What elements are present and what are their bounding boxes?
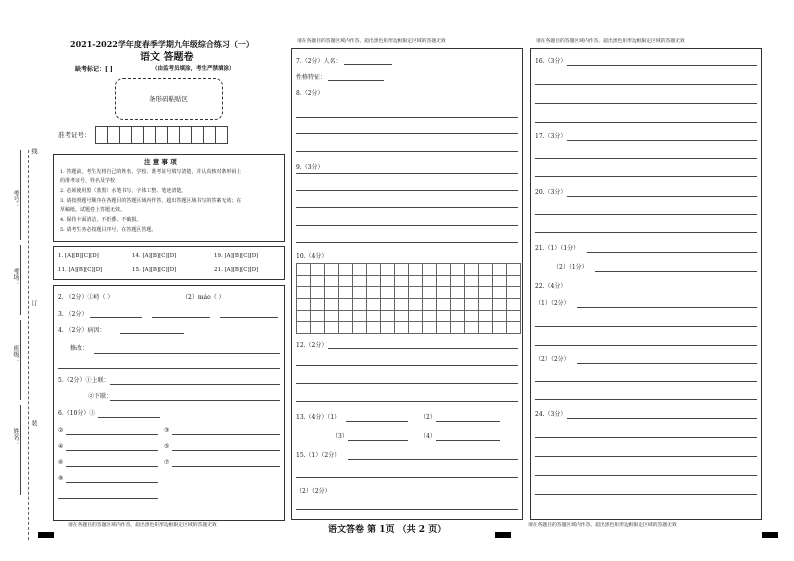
q24-line[interactable] — [535, 475, 757, 476]
page-footer: 语文答卷 第 1页 （共 2 页） — [328, 525, 447, 535]
q6-line[interactable] — [66, 450, 158, 451]
q5-label: 5.（2分）①上联： — [58, 377, 110, 384]
q17-label: 17.（3分） — [535, 133, 567, 140]
q9-line[interactable] — [296, 242, 518, 243]
q3-label: 3. （2分） — [58, 311, 88, 318]
q9-line[interactable] — [296, 190, 518, 191]
q13-line[interactable] — [436, 421, 500, 422]
q24-line[interactable] — [535, 456, 757, 457]
q16-line[interactable] — [535, 103, 757, 104]
q20-line[interactable] — [567, 196, 757, 197]
q6-line[interactable] — [172, 450, 280, 451]
col1-footer-note: 请在各题目的答题区域内作答，超出黑色矩形边框限定区域的答题无效 — [68, 523, 217, 528]
id-label: 准考证号： — [58, 131, 91, 139]
registration-mark-bl — [38, 532, 54, 538]
q4b-label: 修改： — [70, 345, 89, 352]
binding-seal-1: 线 — [30, 148, 37, 154]
q15a-label: 15.（1）（2分） — [296, 452, 341, 459]
q16-label: 16.（3分） — [535, 58, 567, 65]
q10-label: 10.（4分） — [296, 253, 328, 260]
q8-label: 8.（2分） — [296, 90, 324, 97]
q17-line[interactable] — [535, 158, 757, 159]
q22-line[interactable] — [577, 307, 757, 308]
q9-line[interactable] — [296, 173, 518, 174]
q13b-label: （2） — [420, 414, 436, 421]
binding-name-label: 姓名： — [12, 428, 19, 446]
q21b-label: （2）（1分） — [553, 264, 588, 271]
q24-label: 24.（3分） — [535, 411, 567, 418]
q6-item: ⑦ — [164, 459, 170, 466]
q5b-line[interactable] — [110, 400, 280, 401]
q20-label: 20.（3分） — [535, 189, 567, 196]
registration-mark-bm — [495, 532, 511, 538]
id-boxes[interactable] — [95, 126, 227, 144]
notice-item: 2. 必须使用黑（蓝黑）水笔书写，字体工整、笔迹清楚。 — [60, 188, 187, 194]
q5-line[interactable] — [110, 384, 280, 385]
col3-top-note: 请在各题目的答题区域内作答，超出黑色矩形边框限定区域的答题无效 — [536, 39, 685, 44]
q6-line[interactable] — [98, 417, 160, 418]
q22-line[interactable] — [535, 345, 757, 346]
q22-line[interactable] — [535, 381, 757, 382]
q22a-label: （1）（2分） — [535, 300, 570, 307]
q2-label: 2. （2分）①峙（ ） — [58, 294, 114, 301]
q3-line[interactable] — [152, 317, 210, 318]
binding-seal-2: 订 — [30, 300, 37, 306]
q4b-line[interactable] — [94, 353, 280, 354]
q21a-label: 21.（1）（1分） — [535, 245, 580, 252]
q6-line[interactable] — [58, 498, 158, 499]
q17-line[interactable] — [567, 140, 757, 141]
notice-item: 草稿纸、试题卷上答题无效。 — [60, 207, 126, 213]
q12-line[interactable] — [296, 383, 518, 384]
q6-item: ⑧ — [58, 475, 64, 482]
q6-item: ⑥ — [58, 459, 64, 466]
q8-line[interactable] — [296, 151, 518, 152]
q15-line[interactable] — [296, 477, 518, 478]
registration-mark-br — [762, 532, 778, 538]
q22-line[interactable] — [577, 363, 757, 364]
q21-line[interactable] — [587, 252, 757, 253]
binding-seal-3: 装 — [30, 420, 37, 426]
notice-box — [53, 154, 285, 242]
choice-item[interactable]: 19. [A][B][C][D] — [214, 253, 259, 259]
q20-line[interactable] — [535, 214, 757, 215]
q24-line[interactable] — [567, 418, 757, 419]
q13c-label: （3） — [332, 433, 348, 440]
q16-line[interactable] — [567, 65, 757, 66]
q4b-line[interactable] — [58, 368, 280, 369]
binding-class-line — [20, 320, 21, 400]
q24-line[interactable] — [535, 494, 757, 495]
q7-label: 7.（2分）人名： — [296, 58, 342, 65]
q6-line[interactable] — [66, 466, 158, 467]
q6-label: 6.（10分）① — [58, 410, 96, 417]
binding-exam-no-label: 考号： — [12, 190, 19, 208]
q7b-line[interactable] — [328, 80, 384, 81]
q7b-label: 性格特征： — [296, 74, 327, 81]
q13-line[interactable] — [348, 440, 408, 441]
absent-mark-label: 缺考标记：[ ] — [75, 66, 113, 73]
q12-line[interactable] — [296, 365, 518, 366]
q21-line[interactable] — [595, 271, 757, 272]
q13a-label: 13.（4分）（1） — [296, 414, 341, 421]
answer-area-col1 — [53, 285, 285, 521]
q7-line[interactable] — [344, 64, 392, 65]
q5b-label: ②下联： — [88, 393, 113, 400]
q22b-label: （2）（2分） — [535, 356, 570, 363]
q10-writing-grid[interactable] — [296, 263, 521, 334]
answer-area-col2 — [291, 48, 523, 520]
binding-name-line — [20, 405, 21, 495]
q6-item: ② — [58, 427, 64, 434]
q16-line[interactable] — [535, 84, 757, 85]
choice-item[interactable]: 14. [A][B][C][D] — [132, 253, 177, 259]
q15-line[interactable] — [296, 509, 518, 510]
q4-label: 4. （2分）病因： — [58, 327, 106, 334]
q22-label: 22.（4分） — [535, 283, 567, 290]
notice-item: 4. 保持卡面清洁，不折叠、不破损。 — [60, 217, 142, 223]
binding-room-label: 考场： — [12, 268, 19, 286]
notice-item: 的准考证号、姓名及学校 — [60, 178, 116, 184]
notice-item: 3. 请按照题号顺序在各题目的答题区域内作答，超出答题区域书写的答案无效；在 — [60, 198, 242, 204]
q6-item: ④ — [58, 443, 64, 450]
q6-line[interactable] — [172, 466, 280, 467]
q13d-label: （4） — [420, 433, 436, 440]
q3-line[interactable] — [90, 317, 142, 318]
q8-line[interactable] — [296, 133, 518, 134]
col2-top-note: 请在各题目的答题区域内作答，超出黑色矩形边框限定区域的答题无效 — [297, 39, 446, 44]
q17-line[interactable] — [535, 176, 757, 177]
absent-mark-note: （由监考员填涂，考生严禁填涂） — [152, 66, 235, 72]
q6-line[interactable] — [66, 482, 158, 483]
q22-line[interactable] — [535, 326, 757, 327]
q15b-label: （2）（2分） — [296, 488, 331, 495]
notice-item: 1. 答题前，考生先将自己的姓名、学校、准考证号填写清楚，并认真核对条形码上 — [60, 169, 242, 175]
q13-line[interactable] — [346, 421, 408, 422]
q12-line[interactable] — [328, 348, 518, 349]
choice-item[interactable]: 1. [A][B][C][D] — [58, 253, 99, 259]
q15-line[interactable] — [348, 459, 518, 460]
choice-item[interactable]: 21. [A][B][C][D] — [214, 267, 259, 273]
barcode-label: 条形码粘贴区 — [149, 95, 188, 103]
q8-line[interactable] — [296, 117, 518, 118]
q3-line[interactable] — [220, 317, 278, 318]
answer-area-col3 — [530, 48, 762, 520]
binding-exam-no-line — [20, 150, 21, 240]
q9-line[interactable] — [296, 225, 518, 226]
exam-subject: 语文 答题卷 — [140, 52, 194, 63]
choice-item[interactable]: 11. [A][B][C][D] — [58, 267, 103, 273]
col3-footer-note: 请在各题目的答题区域内作答，超出黑色矩形边框限定区域的答题无效 — [528, 523, 677, 528]
q6-line[interactable] — [66, 434, 158, 435]
q20-line[interactable] — [535, 232, 757, 233]
q6-line[interactable] — [172, 434, 280, 435]
q9-label: 9.（3分） — [296, 164, 324, 171]
q6-item: ③ — [164, 427, 170, 434]
q12-line[interactable] — [296, 401, 518, 402]
q4-line[interactable] — [120, 333, 184, 334]
binding-dashed-line — [28, 150, 29, 540]
exam-title: 2021-2022学年度春季学期九年级综合练习（一） — [70, 39, 254, 49]
q9-line[interactable] — [296, 207, 518, 208]
choice-box — [53, 246, 285, 280]
q2b-label: （2）máo（ ） — [182, 294, 225, 301]
barcode-area — [115, 78, 223, 120]
binding-room-line — [20, 245, 21, 315]
choice-item[interactable]: 15. [A][B][C][D] — [132, 267, 177, 273]
q24-line[interactable] — [535, 437, 757, 438]
q16-line[interactable] — [535, 122, 757, 123]
q6-item: ⑤ — [164, 443, 170, 450]
binding-class-label: 班级： — [12, 345, 19, 363]
notice-title: 注 意 事 项 — [144, 158, 177, 166]
q12-label: 12.（2分） — [296, 342, 328, 349]
q13-line[interactable] — [436, 440, 500, 441]
q22-line[interactable] — [535, 399, 757, 400]
notice-item: 5. 请考生务必按题目序号，在答题区答题。 — [60, 227, 157, 233]
